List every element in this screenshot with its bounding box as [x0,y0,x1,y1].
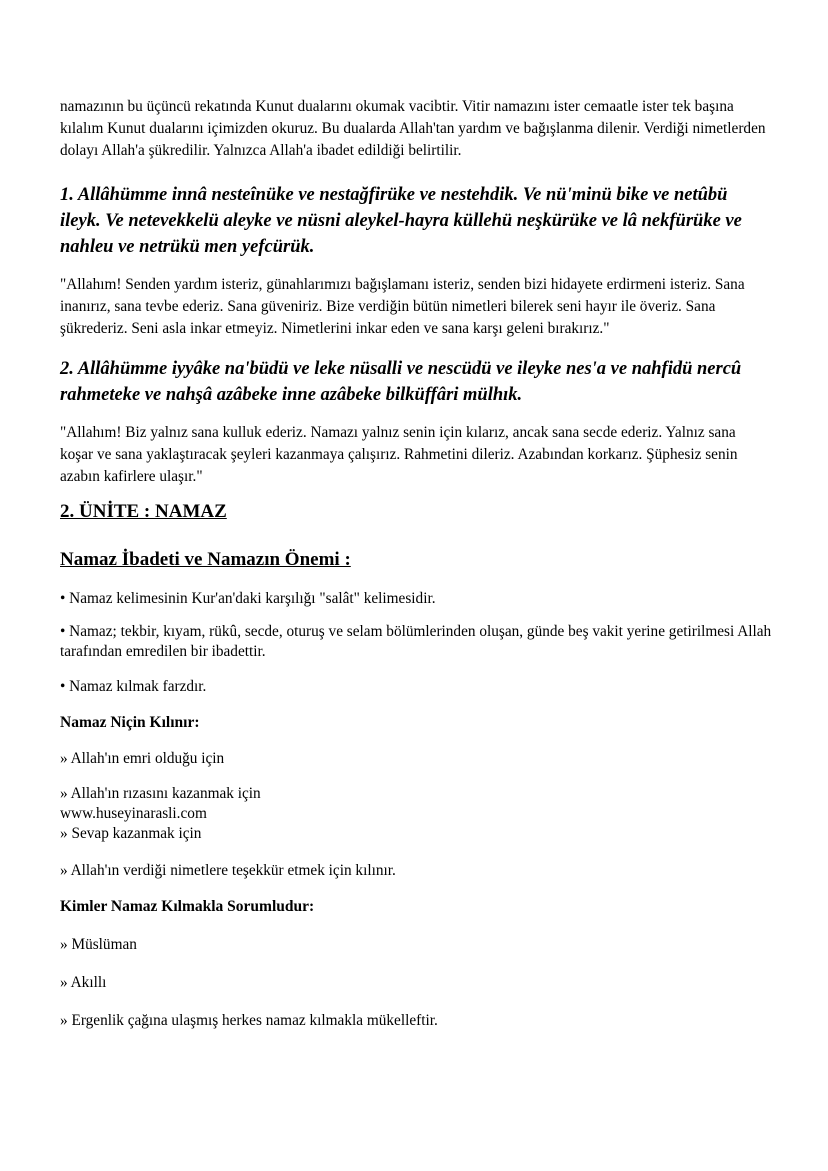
prayer-2-translation: "Allahım! Biz yalnız sana kulluk ederiz. Namazı yalnız senin için kılarız, ancak sana secde ederiz. Yalnız sana koşar ve sana yaklaştıracak şeyleri kazanmaya çalışırız. Rahmetini dileriz. Azabından korkarız. Şüphesiz senin azabın kafirlere ulaşır." [60,424,738,485]
list-item: » Sevap kazanmak için [60,825,202,842]
section-title: Namaz İbadeti ve Namazın Önemi : [60,549,351,570]
list-item: » Ergenlik çağına ulaşmış herkes namaz kılmakla mükelleftir. [60,1012,438,1029]
list-item: » Akıllı [60,974,107,991]
list-item: » Allah'ın emri olduğu için [60,750,225,767]
list-item: » Allah'ın verdiği nimetlere teşekkür etmek için kılınır. [60,862,396,879]
website-link[interactable]: www.huseyinarasli.com [60,805,207,822]
bullet-item: • Namaz kılmak farzdır. [60,678,207,695]
unit-title: 2. ÜNİTE : NAMAZ [60,501,227,522]
list-item: » Allah'ın rızasını kazanmak için [60,785,261,802]
bullet-item: • Namaz; tekbir, kıyam, rükû, secde, oturuş ve selam bölümlerinden oluşan, günde beş vakit yerine getirilmesi Allah tarafından emredilen bir ibadettir. [60,623,772,660]
prayer-2-transliteration: 2. Allâhümme iyyâke na'büdü ve leke nüsalli ve nescüdü ve ileyke nes'a ve nahfidü nercû rahmeteke ve nahşâ azâbeke inne azâbeke bilküffâri mülhık. [60,359,742,405]
prayer-1-transliteration: 1. Allâhümme innâ nesteînüke ve nestağfirüke ve nestehdik. Ve nü'minü bike ve netûbü ileyk. Ve netevekkelü aleyke ve nüsni aleykel-hayra küllehü neşkürüke ve lâ nekfürüke ve nahleu ve netrükü men yefcürük. [60,185,742,257]
list-item: » Müslüman [60,936,137,953]
why-heading: Namaz Niçin Kılınır: [60,714,200,731]
who-heading: Kimler Namaz Kılmakla Sorumludur: [60,898,315,915]
document-page [60,96,772,1032]
bullet-item: • Namaz kelimesinin Kur'an'daki karşılığı "salât" kelimesidir. [60,590,436,607]
intro-paragraph: namazının bu üçüncü rekatında Kunut dualarını okumak vacibtir. Vitir namazını ister cemaatle ister tek başına kılalım Kunut dualarını içimizden okuruz. Bu dualarda Allah'tan yardım ve bağışlanma dilenir. Verdiği nimetlerden dolayı Allah'a şükredilir. Yalnızca Allah'a ibadet edildiği belirtilir. [60,98,766,159]
prayer-1-translation: "Allahım! Senden yardım isteriz, günahlarımızı bağışlamanı isteriz, senden bizi hidayete erdirmeni isteriz. Sana inanırız, sana tevbe ederiz. Sana güveniriz. Bize verdiğin bütün nimetleri bilerek seni hayır ile överiz. Sana şükrederiz. Seni asla inkar etmeyiz. Nimetlerini inkar eden ve sana karşı geleni bırakırız." [60,276,745,337]
